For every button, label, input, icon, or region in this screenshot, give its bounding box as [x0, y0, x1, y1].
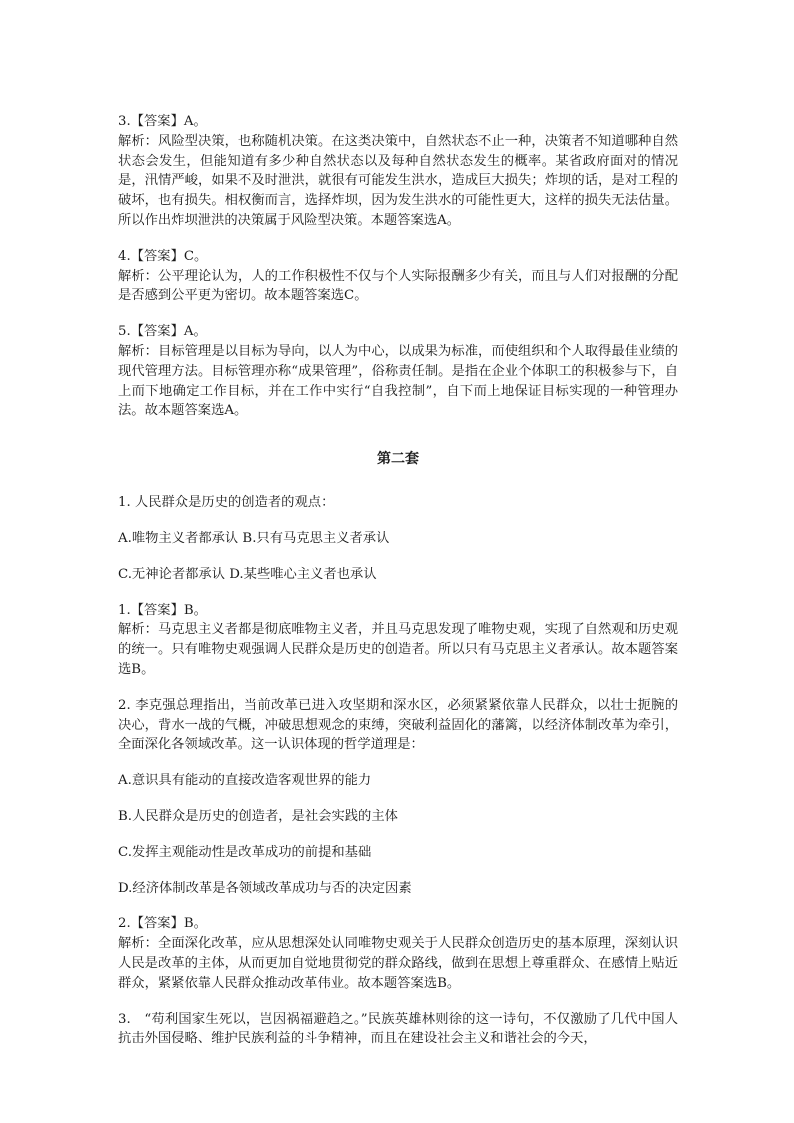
answer-block-set2-q1 — [118, 601, 678, 680]
answer-line: 2.【答案】B。 — [118, 916, 207, 932]
options-ab: A.唯物主义者都承认 B.只有马克思主义者承认 — [118, 530, 390, 546]
answer-block-q4 — [118, 247, 678, 306]
answer-block-set2-q2 — [118, 914, 678, 993]
option-c: C.发挥主观能动性是改革成功的前提和基础 — [118, 844, 372, 860]
analysis-text: 解析：风险型决策，也称随机决策。在这类决策中，自然状态不止一种，决策者不知道哪种自然状态会发生，但能知道有多少种自然状态以及每种自然状态发生的概率。某省政府面对的情况是，汛情严峻，如果不及时泄洪，就很有可能发生洪水，造成巨大损失；炸坝的话，是对工程的破坏，也有损失。相权衡而言，选择炸坝，因为发生洪水的可能性更大，这样的损失无法估量。所以作出炸坝泄洪的决策属于风险型决策。本题答案选A。 — [118, 133, 678, 228]
answer-line: 1.【答案】B。 — [118, 602, 207, 618]
answer-block-q3 — [118, 112, 678, 231]
analysis-text: 解析：马克思主义者都是彻底唯物主义者，并且马克思发现了唯物史观，实现了自然观和历史观的统一。只有唯物史观强调人民群众是历史的创造者。所以只有马克思主义者承认。故本题答案选B。 — [118, 622, 678, 677]
options-cd: C.无神论者都承认 D.某些唯心主义者也承认 — [118, 566, 377, 582]
answer-line: 5.【答案】A。 — [118, 324, 207, 340]
question-stem-1: 1. 人民群众是历史的创造者的观点： — [118, 495, 335, 511]
answer-line: 3.【答案】A。 — [118, 114, 207, 129]
question-stem-2: 2. 李克强总理指出，当前改革已进入攻坚期和深水区，必须紧紧依靠人民群众，以壮士扼腕的决心，背水一战的气概，冲破思想观念的束缚，突破利益固化的藩篱，以经济体制改革为牵引，全面深化各领域改革。这一认识体现的哲学道理是： — [118, 697, 678, 753]
analysis-text: 解析：公平理论认为，人的工作积极性不仅与个人实际报酬多少有关，而且与人们对报酬的分配是否感到公平更为密切。故本题答案选C。 — [118, 268, 678, 304]
section-title: 第二套 — [377, 451, 419, 468]
question-stem-3: 3. “苟利国家生死以，岂因祸福避趋之。”民族英雄林则徐的这一诗句，不仅激励了几代中国人抗击外国侵略、维护民族利益的斗争精神，而且在建设社会主义和谐社会的今天， — [118, 1011, 678, 1047]
option-d: D.经济体制改革是各领域改革成功与否的决定因素 — [118, 880, 412, 896]
answer-block-q5 — [118, 322, 678, 421]
option-b: B.人民群众是历史的创造者，是社会实践的主体 — [118, 808, 398, 824]
analysis-text: 解析：全面深化改革，应从思想深处认同唯物史观关于人民群众创造历史的基本原理，深刻认识人民是改革的主体，从而更加自觉地贯彻党的群众路线，做到在思想上尊重群众、在感情上贴近群众，紧紧依靠人民群众推动改革伟业。故本题答案选B。 — [118, 936, 678, 991]
analysis-text: 解析：目标管理是以目标为导向，以人为中心，以成果为标准，而使组织和个人取得最佳业绩的现代管理方法。目标管理亦称“成果管理”，俗称责任制。是指在企业个体职工的积极参与下，自上而下地确定工作目标，并在工作中实行“自我控制”，自下而上地保证目标实现的一种管理办法。故本题答案选A。 — [118, 343, 678, 419]
answer-line: 4.【答案】C。 — [118, 248, 208, 264]
document-page — [118, 112, 678, 1065]
option-a: A.意识具有能动的直接改造客观世界的能力 — [118, 773, 372, 789]
